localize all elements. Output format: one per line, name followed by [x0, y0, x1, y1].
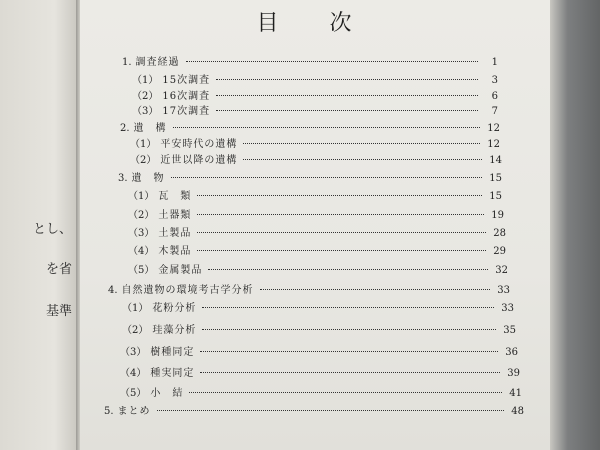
toc-entry-page: 12	[487, 123, 500, 134]
toc-entry-number: （3）	[120, 347, 147, 358]
toc-entry-label: 樹種同定	[150, 347, 195, 358]
toc-entry-page: 14	[489, 155, 502, 166]
toc-entry-page: 33	[497, 285, 510, 296]
toc-entry	[104, 402, 524, 417]
toc-leader-dots	[260, 289, 490, 290]
toc-leader-dots	[243, 143, 480, 144]
left-page-fragment: とし、	[32, 222, 72, 237]
toc-leader-dots	[200, 351, 498, 352]
toc-entry-number: （4）	[128, 246, 155, 257]
toc-entry	[130, 135, 500, 150]
toc-entry-page: 1	[491, 57, 498, 68]
toc-entry-page: 6	[491, 91, 498, 102]
toc-entry-label: 遺 構	[133, 123, 167, 134]
toc-leader-dots	[171, 177, 482, 178]
toc-leader-dots	[243, 159, 482, 160]
left-page	[0, 0, 78, 450]
toc-entry	[120, 364, 520, 379]
toc-entry-number: 4.	[108, 285, 118, 296]
toc-entry-number: （5）	[128, 265, 155, 276]
toc-entry-label: 15次調査	[162, 75, 211, 86]
toc-entry-label: 遺 物	[131, 173, 165, 184]
toc-entry-label: 土器類	[158, 210, 192, 221]
toc-entry-number: 3.	[118, 173, 128, 184]
toc-entry-page: 39	[507, 368, 520, 379]
toc-entry-number: （2）	[132, 91, 159, 102]
toc-leader-dots	[157, 410, 504, 411]
toc-entry	[120, 343, 518, 358]
toc-entry	[120, 384, 522, 399]
toc-entry-number: （1）	[130, 139, 157, 150]
toc-leader-dots	[216, 95, 478, 96]
toc-entry-page: 19	[491, 210, 504, 221]
toc-entry	[128, 206, 504, 221]
toc-entry	[130, 151, 502, 166]
toc-entry-label: まとめ	[117, 406, 151, 417]
toc-entry-page: 7	[491, 106, 498, 117]
left-page-fragment: 基準	[45, 304, 72, 319]
toc-leader-dots	[197, 195, 482, 196]
toc-entry-number: （5）	[120, 388, 147, 399]
toc-entry	[132, 87, 498, 102]
toc-entry-page: 33	[501, 303, 514, 314]
page-edge-shadow	[550, 0, 600, 450]
toc-entry	[132, 71, 498, 86]
page-title: 目 次	[256, 11, 374, 36]
toc-leader-dots	[197, 214, 484, 215]
toc-entry	[128, 224, 506, 239]
toc-leader-dots	[208, 269, 488, 270]
toc-leader-dots	[197, 250, 486, 251]
toc-entry	[122, 321, 516, 336]
toc-entry	[120, 119, 500, 134]
toc-entry	[128, 242, 506, 257]
toc-entry-number: （2）	[130, 155, 157, 166]
toc-entry-number: （1）	[132, 75, 159, 86]
toc-entry-label: 珪藻分析	[152, 325, 197, 336]
toc-entry	[122, 53, 498, 68]
toc-entry-page: 15	[489, 173, 502, 184]
toc-entry-number: 1.	[122, 57, 132, 68]
toc-leader-dots	[202, 329, 496, 330]
toc-entry-page: 41	[509, 388, 522, 399]
toc-entry-number: （2）	[128, 210, 155, 221]
toc-entry	[132, 102, 498, 117]
toc-entry-label: 金属製品	[158, 265, 203, 276]
toc-entry-number: （2）	[122, 325, 149, 336]
toc-leader-dots	[189, 392, 502, 393]
toc-entry-label: 平安時代の遺構	[160, 139, 238, 150]
toc-entry-label: 花粉分析	[152, 303, 197, 314]
toc-entry-number: （3）	[128, 228, 155, 239]
toc-entry-number: （1）	[122, 303, 149, 314]
toc-entry-label: 土製品	[158, 228, 192, 239]
toc-entry-label: 瓦 類	[158, 191, 192, 202]
toc-entry-page: 12	[487, 139, 500, 150]
toc-leader-dots	[197, 232, 486, 233]
toc-entry	[122, 299, 514, 314]
toc-entry-page: 35	[503, 325, 516, 336]
toc-entry-label: 自然遺物の環境考古学分析	[121, 285, 254, 296]
toc-leader-dots	[186, 61, 478, 62]
toc-page	[80, 0, 550, 450]
toc-leader-dots	[173, 127, 480, 128]
toc-leader-dots	[216, 110, 478, 111]
toc-entry-label: 近世以降の遺構	[160, 155, 238, 166]
toc-entry-page: 48	[511, 406, 524, 417]
toc-entry	[118, 169, 502, 184]
toc-entry-number: （4）	[120, 368, 147, 379]
toc-entry	[128, 261, 508, 276]
toc-entry-label: 種実同定	[150, 368, 195, 379]
toc-entry-label: 調査経過	[135, 57, 180, 68]
toc-entry-page: 28	[493, 228, 506, 239]
toc-leader-dots	[202, 307, 494, 308]
toc-entry-number: 2.	[120, 123, 130, 134]
toc-entry-number: （3）	[132, 106, 159, 117]
toc-entry-label: 17次調査	[162, 106, 211, 117]
toc-entry-number: 5.	[104, 406, 114, 417]
toc-entry	[108, 281, 510, 296]
toc-entry-label: 16次調査	[162, 91, 211, 102]
toc-entry-page: 29	[493, 246, 506, 257]
toc-leader-dots	[200, 372, 500, 373]
toc-entry-page: 15	[489, 191, 502, 202]
toc-entry-page: 36	[505, 347, 518, 358]
toc-entry-label: 小 結	[150, 388, 184, 399]
toc-entry	[128, 187, 502, 202]
toc-entry-number: （1）	[128, 191, 155, 202]
toc-entry-page: 32	[495, 265, 508, 276]
toc-leader-dots	[216, 79, 478, 80]
toc-entry-page: 3	[491, 75, 498, 86]
toc-entry-label: 木製品	[158, 246, 192, 257]
left-page-fragment: を省	[45, 262, 72, 277]
